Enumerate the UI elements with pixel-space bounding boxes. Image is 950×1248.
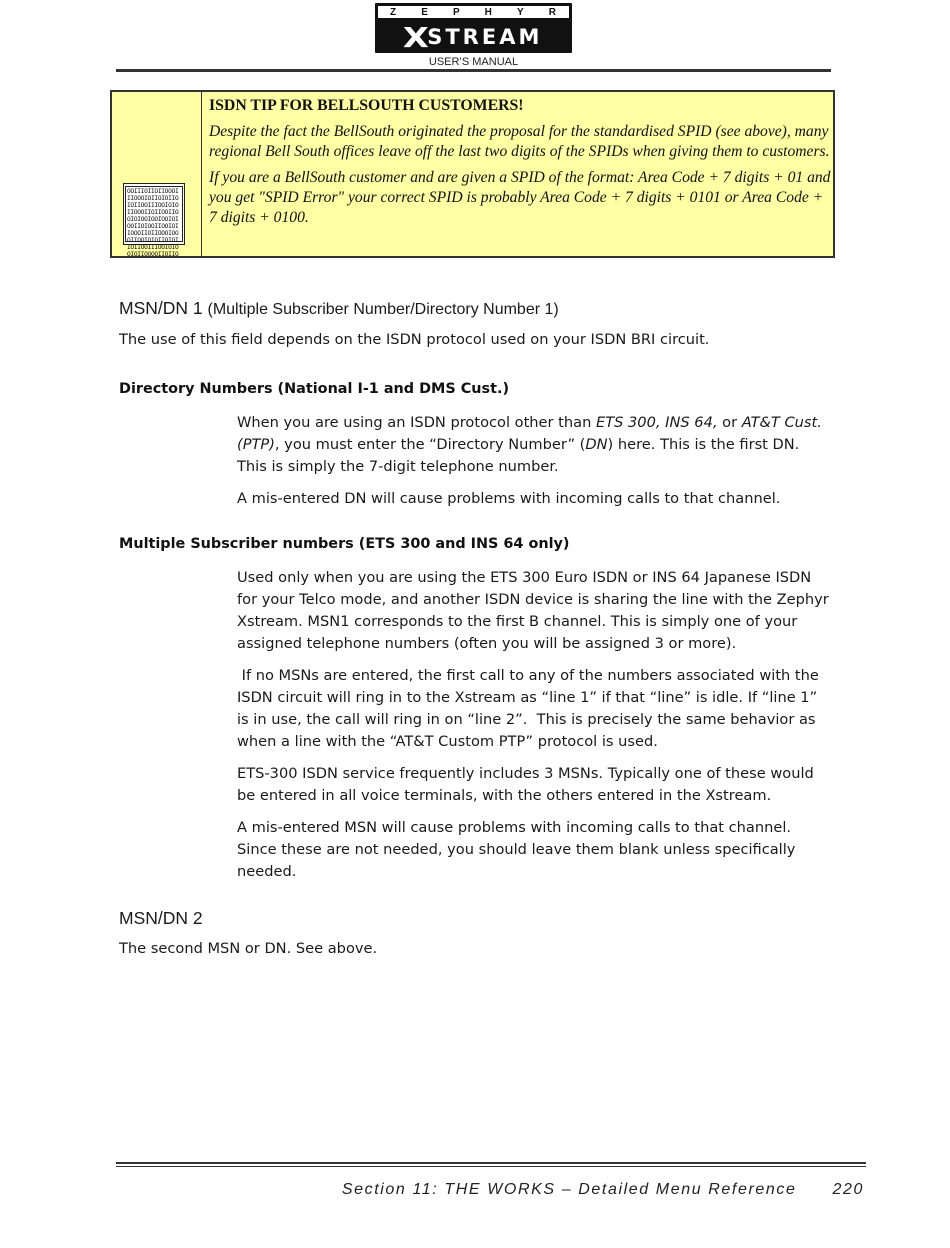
logo-letter: E [421,6,429,18]
tip-paragraph: Despite the fact the BellSouth originated the proposal for the standardised SPID (see above), many regional Bell South offices leave off the last two digits of the SPIDs when giving them to customers. [209,123,830,160]
footer-section: Section 11: THE WORKS – Detailed Menu Reference [341,1181,797,1198]
multiple-paragraph-2: If no MSNs are entered, the first call to any of the numbers associated with the ISDN circuit will ring in to the Xstream as “line 1” if that “line” is idle. If “line 1” is in use, the call will ring in on “line 2”. This is precisely the same behavior as when a line with the “AT&T Custom PTP” protocol is used. [237,667,824,750]
multiple-heading: Multiple Subscriber numbers (ETS 300 and INS 64 only) [119,536,570,552]
logo-zephyr-letters [378,6,569,18]
directory-paragraph-2: A mis-entered DN will cause problems with incoming calls to that channel. [237,490,781,507]
logo-letter: R [548,6,557,18]
zephyr-xstream-logo [375,3,572,53]
msn2-heading: MSN/DN 2 [119,908,203,928]
msn1-intro: The use of this field depends on the ISDN protocol used on your ISDN BRI circuit. [119,331,710,348]
tip-icon-cell [112,92,202,256]
logo-xstream [375,21,572,53]
msn2-text: The second MSN or DN. See above. [119,940,378,957]
directory-paragraph-1: When you are using an ISDN protocol other than ETS 300, INS 64, or AT&T Cust. (PTP), you must enter the “Directory Number” (DN) here. This is the first DN. This is simply the 7-digit telephone number. [237,414,822,475]
logo-stream: STREAM [427,25,543,49]
page-number: 220 [832,1181,864,1198]
logo-x: X [402,20,429,54]
tip-paragraph: If you are a BellSouth customer and are given a SPID of the format: Area Code + 7 digits + 01 and you get "SPID Error" your correct SPID is probably Area Code + 7 digits + 0101 or Area Code + 7 digits + 0100. [209,169,831,226]
tip-title: ISDN TIP FOR BELLSOUTH CUSTOMERS! [209,97,524,114]
isdn-tip-box [110,90,835,258]
header-divider [116,69,831,72]
multiple-paragraph-3: ETS-300 ISDN service frequently includes 3 MSNs. Typically one of these would be entered in all voice terminals, with the others entered in the Xstream. [237,765,814,804]
binary-icon: OOIIIOIIOIIOOOI IIOOOIOIIOIOIIO IOIIOOIIIOOIOIO IIOOOIIOIIOOIIO OIOIOOIOOIOOIOI OOIIOIOOIIOOIOI IOOOIIOIIOOOIOO OIIOOIOIOIIOIOI IOIIOOIIIOOIOIO OIOIIOOOOIIOIIO [123,183,185,245]
msn1-heading-sub: (Multiple Subscriber Number/Directory Number 1) [207,301,559,318]
logo-letter: P [452,6,461,18]
msn1-heading-main: MSN/DN 1 [119,298,203,318]
footer-divider [116,1162,866,1164]
directory-heading: Directory Numbers (National I-1 and DMS Cust.) [119,381,510,397]
page-footer [342,1181,864,1199]
manual-label: USER’S MANUAL [428,56,519,68]
logo-letter: H [484,6,493,18]
logo-letter: Y [516,6,525,18]
multiple-paragraph-4: A mis-entered MSN will cause problems with incoming calls to that channel. Since these are not needed, you should leave them blank unless specifically needed. [237,819,796,880]
msn1-heading [119,298,559,319]
tip-content [209,96,833,234]
multiple-paragraph-1: Used only when you are using the ETS 300 Euro ISDN or INS 64 Japanese ISDN for your Telco mode, and another ISDN device is sharing the line with the Zephyr Xstream. MSN1 corresponds to the first B channel. This is simply one of your assigned telephone numbers (often you will be assigned 3 or more). [237,569,829,652]
logo-letter: Z [390,6,398,18]
footer-divider-thin [116,1166,866,1167]
